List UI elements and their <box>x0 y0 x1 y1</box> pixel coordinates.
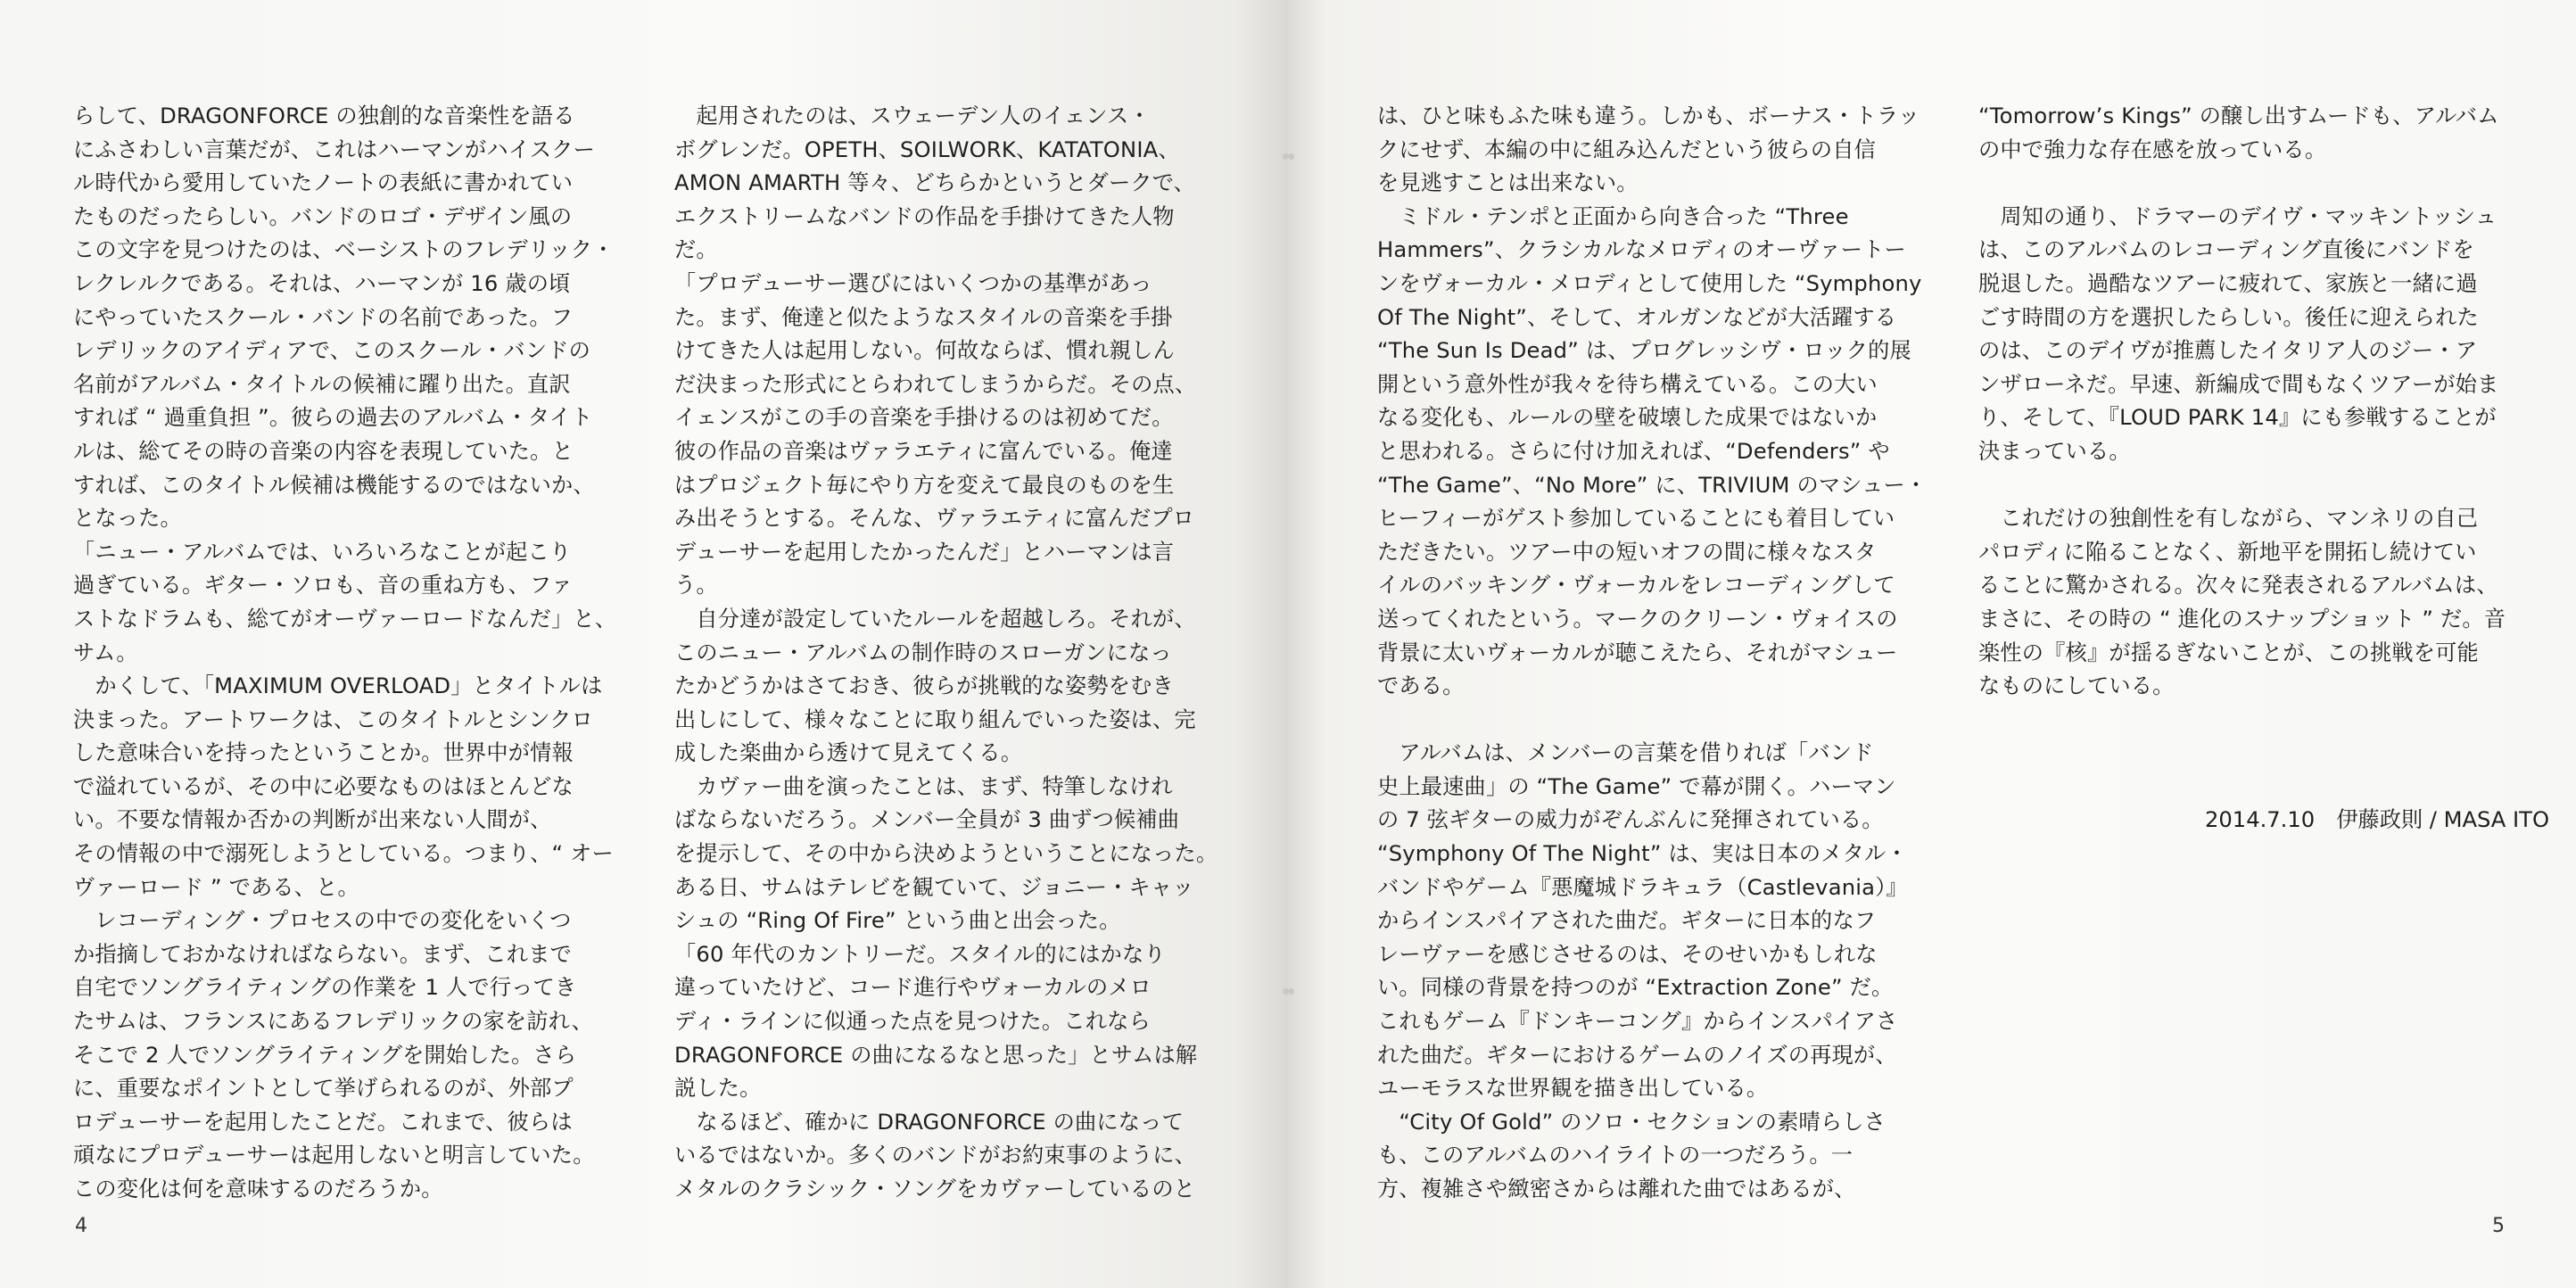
paragraph: 自分達が設定していたルールを超越しろ。それが、 このニュー・アルバムの制作時のスローガンになっ たかどうかはさておき、彼らが挑戦的な姿勢をむき 出しにして、様々なことに取り組んでいった姿は、完 成した楽曲から透けて見えてくる。 <box>674 606 1196 766</box>
paragraph: “Tomorrow’s Kings” の醸し出すムードも、アルバム の中で強力な存在感を放っている。 <box>1978 103 2499 162</box>
right-column-2 <box>1978 100 2549 837</box>
left-column-1 <box>73 100 644 1207</box>
left-column-2 <box>674 100 1245 1207</box>
paragraph: は、ひと味もふた味も違う。しかも、ボーナス・トラッ クにせず、本編の中に組み込んだという彼らの自信 を見逃すことは出来ない。 <box>1377 103 1920 196</box>
paragraph: レコーディング・プロセスの中での変化をいくつ か指摘しておかなければならない。まず、これまで 自宅でソングライティングの作業を 1 人で行ってき たサムは、フランスにあるフレデリックの家を訪れ、 そこで 2 人でソングライティングを開始した。さら に、重要なポイントとして挙げられるのが、外部プ ロデューサーを起用したことだ。これまで、彼らは 頑なにプロデューサーは起用しないと明言していた。 この変化は何を意味するのだろうか。 <box>73 908 595 1201</box>
page-number-left: 4 <box>75 1215 87 1237</box>
right-column-1 <box>1377 100 1948 1207</box>
paragraph: 「プロデューサー選びにはいくつかの基準があっ た。まず、俺達と似たようなスタイルの音楽を手掛 けてきた人は起用しない。何故ならば、慣れ親しん だ決まった形式にとらわれてしまうからだ。その点、 イェンスがこの手の音楽を手掛けるのは初めてだ。 彼の作品の音楽はヴァラエティに富んでいる。俺達 はプロジェクト毎にやり方を変えて最良のものを生 み出そうとする。そんな、ヴァラエティに富んだプロ デューサーを起用したかったんだ」とハーマンは言 う。 <box>674 270 1197 599</box>
page-number-right: 5 <box>2492 1215 2505 1237</box>
paragraph: ミドル・テンポと正面から向き合った “Three Hammers”、クラシカルなメロディのオーヴァートー ンをヴォーカル・メロディとして使用した “Symphony Of The Night”、そして、オルガンなどが大活躍する “The Sun Is Dead” は、プログレッシヴ・ロック的展 開という意外性が我々を待ち構えている。この大い なる変化も、ルールの壁を破壊した成果ではないか と思われる。さらに付け加えれば、“Defenders” や “The Game”、“No More” に、TRIVIUM のマシュー・ ヒーフィーがゲスト参加していることにも着目してい ただきたい。ツアー中の短いオフの間に様々なスタ イルのバッキング・ヴォーカルをレコーディングして 送ってくれたという。マークのクリーン・ヴォイスの 背景に太いヴォーカルが聴こえたら、それがマシュー である。 <box>1377 203 1928 699</box>
paragraph: “City Of Gold” のソロ・セクションの素晴らしさ も、このアルバムのハイライトの一つだろう。一 方、複雑さや緻密さからは離れた曲ではあるが、 <box>1377 1109 1887 1201</box>
paragraph: カヴァー曲を演ったことは、まず、特筆しなけれ ばならないだろう。メンバー全員が 3 曲ずつ候補曲 を提示して、その中から決めようということになった。 ある日、サムはテレビを観ていて、ジョニー・キャッ シュの “Ring Of Fire” という曲と出会った。 <box>674 773 1218 934</box>
paragraph: なるほど、確かに DRAGONFORCE の曲になって いるではないか。多くのバンドがお約束事のように、 メタルのクラシック・ソングをカヴァーしているのと <box>674 1109 1197 1201</box>
paragraph: アルバムは、メンバーの言葉を借りれば「バンド 史上最速曲」の “The Game” で幕が開く。ハーマン の 7 弦ギターの威力がぞんぶんに発揮されている。 “Symphony Of The Night” は、実は日本のメタル・ バンドやゲーム『悪魔城ドラキュラ（Castlevania）』 からインスパイアされた曲だ。ギターに日本的なフ レーヴァーを感じさせるのは、そのせいかもしれな い。同様の背景を持つのが “Extraction Zone” だ。 これもゲーム『ドンキーコング』からインスパイアさ れた曲だ。ギターにおけるゲームのノイズの再現が、 ユーモラスな世界観を描き出している。 <box>1377 740 1908 1102</box>
binding-hole <box>1288 153 1294 160</box>
paragraph: 起用されたのは、スウェーデン人のイェンス・ ボグレンだ。OPETH、SOILWORK、KATATONIA、 AMON AMARTH 等々、どちらかというとダークで、 エクストリームなバンドの作品を手掛けてきた人物 だ。 <box>674 103 1196 263</box>
paragraph: らして、DRAGONFORCE の独創的な音楽性を語る にふさわしい言葉だが、これはハーマンがハイスクー ル時代から愛用していたノートの表紙に書かれてい たものだったらしい。バンドのロゴ・デザイン風の この文字を見つけたのは、ベーシストのフレデリック・ レクレルクである。それは、ハーマンが 16 歳の頃 にやっていたスクール・バンドの名前であった。フ レデリックのアイディアで、このスクール・バンドの 名前がアルバム・タイトルの候補に躍り出た。直訳 すれば “ 過重負担 ”。彼らの過去のアルバム・タイト ルは、総てその時の音楽の内容を表現していた。と すれば、このタイトル候補は機能するのではないか、 となった。 <box>73 103 615 532</box>
signature-line: 2014.7.10 伊藤政則 / MASA ITO <box>2205 806 2549 832</box>
paragraph: 「ニュー・アルバムでは、いろいろなことが起こり 過ぎている。ギター・ソロも、音の重ね方も、ファ ストなドラムも、総てがオーヴァーロードなんだ」と、 サム。 <box>73 539 617 665</box>
paragraph: かくして、「MAXIMUM OVERLOAD」とタイトルは 決まった。アートワークは、このタイトルとシンクロ した意味合いを持ったということか。世界中が情報 で溢れているが、その中に必要なものはほとんどな い。不要な情報か否かの判断が出来ない人間が、 その情報の中で溺死しようとしている。つまり、“ オー ヴァーロード ” である、と。 <box>73 673 614 900</box>
paragraph: 周知の通り、ドラマーのデイヴ・マッキントッシュ は、このアルバムのレコーディング直後にバンドを 脱退した。過酷なツアーに疲れて、家族と一緒に過 ごす時間の方を選択したらしい。後任に迎えられた のは、このデイヴが推薦したイタリア人のジー・ア ンザローネだ。早速、新編成で間もなくツアーが始ま り、そして、『LOUD PARK 14』にも参戦することが 決まっている。 <box>1978 203 2499 464</box>
right-page <box>1288 0 2576 1288</box>
paragraph: これだけの独創性を有しながら、マンネリの自己 パロディに陥ることなく、新地平を開拓し続けてい ることに驚かされる。次々に発表されるアルバムは、 まさに、その時の “ 進化のスナップショット ” だ。音 楽性の『核』が揺るぎないことが、この挑戦を可能 なものにしている。 <box>1978 506 2506 699</box>
binding-hole <box>1288 988 1294 995</box>
paragraph: 「60 年代のカントリーだ。スタイル的にはかなり 違っていたけど、コード進行やヴォーカルのメロ ディ・ラインに似通った点を見つけた。これなら DRAGONFORCE の曲になるなと思った」とサムは解 説した。 <box>674 941 1198 1102</box>
